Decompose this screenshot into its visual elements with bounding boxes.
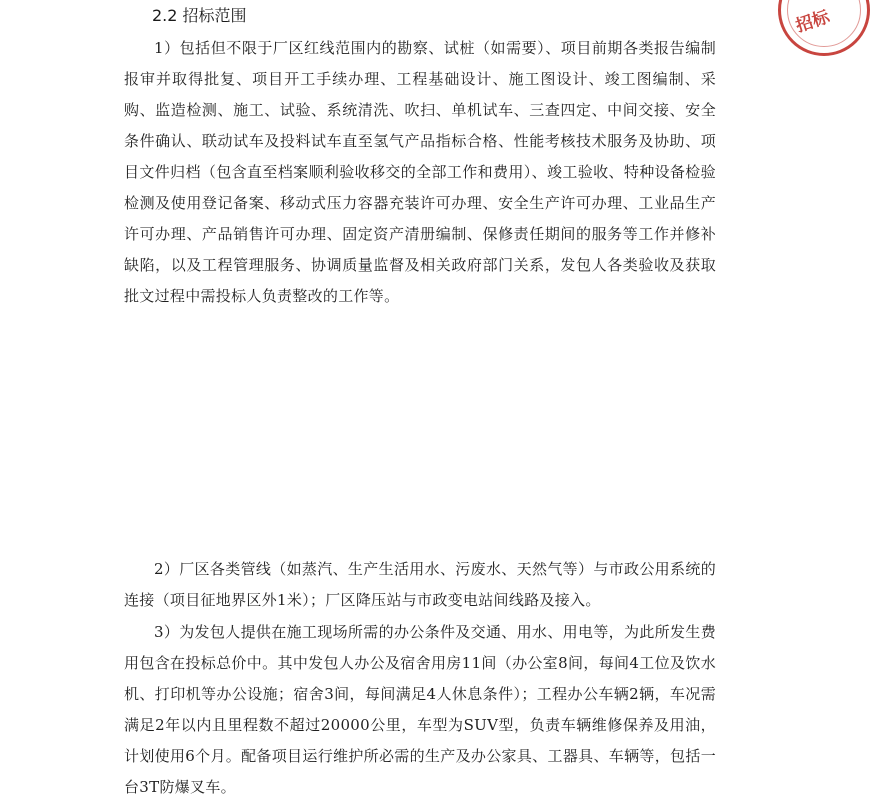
seal-text: 招标 [793,7,833,37]
paragraph-scope-1: 1）包括但不限于厂区红线范围内的勘察、试桩（如需要）、项目前期各类报告编制报审并取得批复、项目开工手续办理、工程基础设计、施工图设计、竣工图编制、采购、监造检测、施工、试验、系统清洗、吹扫、单机试车、三查四定、中间交接、安全条件确认、联动试车及投料试车直至氢气产品指标合格、性能考核技术服务及协助、项目文件归档（包含直至档案顺利验收移交的全部工作和费用）、竣工验收、特种设备检验检测及使用登记备案、移动式压力容器充装许可办理、安全生产许可办理、工业品生产许可办理、产品销售许可办理、固定资产清册编制、保修责任期间的服务等工作并修补缺陷，以及工程管理服务、协调质量监督及相关政府部门关系，发包人各类验收及获取批文过程中需投标人负责整改的工作等。 [124,39,716,305]
paragraph-scope-3: 3）为发包人提供在施工现场所需的办公条件及交通、用水、用电等，为此所发生费用包含在投标总价中。其中发包人办公及宿舍用房11间（办公室8间，每间4工位及饮水机、打印机等办公设施；宿舍3间，每间满足4人休息条件）；工程办公车辆2辆，车况需满足2年以内且里程数不超过20000公里，车型为SUV型，负责车辆维修保养及用油，计划使用6个月。配备项目运行维护所必需的生产及办公家具、工器具、车辆等，包括一台3T防爆叉车。 [124,623,716,796]
paragraph-scope-2: 2）厂区各类管线（如蒸汽、生产生活用水、污废水、天然气等）与市政公用系统的连接（项目征地界区外1米）；厂区降压站与市政变电站间线路及接入。 [124,560,716,609]
section-heading: 2.2 招标范围 [152,6,247,25]
red-seal-stamp [778,0,870,56]
